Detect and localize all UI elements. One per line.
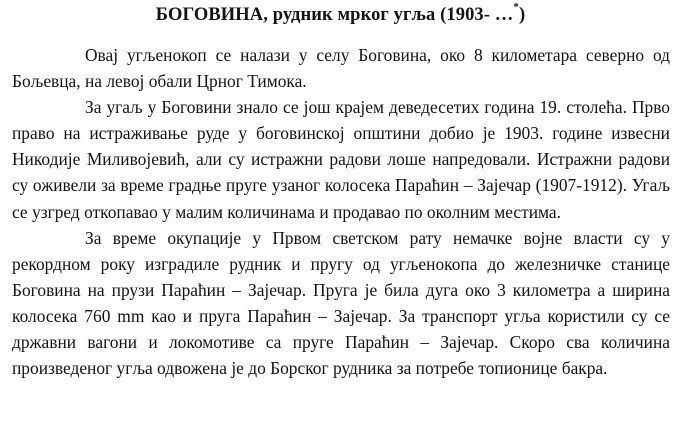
title-close-paren: ) [518,5,526,25]
document-title [0,0,681,26]
paragraph-early-history: За угаљ у Боговини знало се још крајем деведесетих година 19. столећа. Прво право на истраживање руде у боговинској општини добио је 1903. године извесни Никодије Миливојевић, али су истражни радови лоше напредовали. Истражни радови су оживели за време градње пруге узаног колосека Параћин – Зајечар (1907-1912). Угаљ се узгред откопавао у малим количинама и продавао по околним местима. [12,97,670,222]
footnote-marker: * [513,0,519,13]
title-text: БОГОВИНА, рудник мрког угља (1903- … [155,5,514,25]
paragraph-location: Овај угљенокоп се налази у селу Боговина, око 8 километара северно од Бољевца, на левој обали Црног Тимока. [12,45,670,92]
paragraph-wartime-mine: За време окупације у Првом светском рату немачке војне власти су у рекордном року изградиле рудник и пругу од угљенокопа до железничке станице Боговина на прузи Параћин – Зајечар. Пруга је била дуга око 3 километра а ширина колосека 760 mm као и пруга Параћин – Зајечар. За транспорт угља користили су се државни вагони и локомотиве са пруге Параћин – Зајечар. Скоро сва количина произведеног угља одвожена је до Борског рудника за потребе топионице бакра. [12,227,670,379]
document-body [12,42,670,381]
